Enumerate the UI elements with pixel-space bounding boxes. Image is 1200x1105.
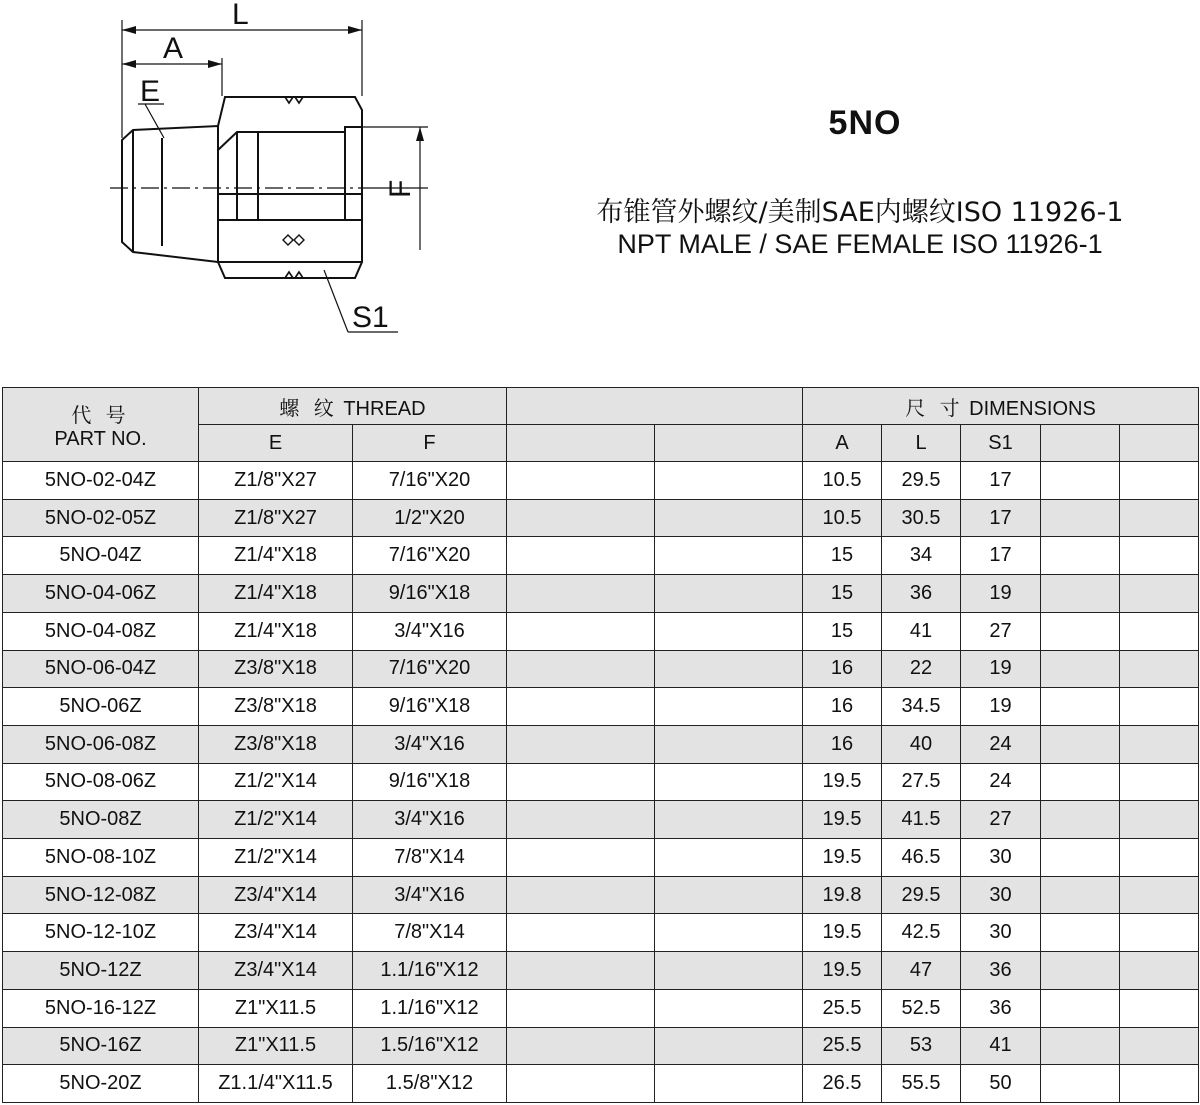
cell-thread-e: Z1.1/4"X11.5 [199,1065,353,1103]
table-row [3,876,1199,914]
cell-blank [655,876,803,914]
header-part-no-cn: 代 号 [71,402,130,427]
cell-blank [1120,876,1199,914]
cell-blank [1041,952,1120,990]
cell-blank [655,688,803,726]
cell-blank [655,650,803,688]
table-row [3,763,1199,801]
table-row [3,952,1199,990]
cell-blank [655,952,803,990]
cell-blank [507,763,655,801]
cell-blank [507,952,655,990]
cell-blank [1120,952,1199,990]
cell-part-no: 5NO-02-05Z [3,499,199,537]
cell-part-no: 5NO-04-06Z [3,575,199,613]
cell-blank [1041,537,1120,575]
cell-thread-f: 3/4"X16 [353,801,507,839]
cell-dim-s1: 27 [961,612,1041,650]
cell-blank [1120,612,1199,650]
cell-dim-a: 26.5 [803,1065,882,1103]
cell-part-no: 5NO-06-04Z [3,650,199,688]
cell-blank [655,537,803,575]
table-row [3,725,1199,763]
cell-dim-a: 15 [803,612,882,650]
cell-blank [655,499,803,537]
cell-dim-a: 16 [803,725,882,763]
fitting-drawing [0,0,440,345]
cell-thread-e: Z3/8"X18 [199,688,353,726]
cell-thread-f: 9/16"X18 [353,575,507,613]
cell-blank [655,839,803,877]
cell-thread-e: Z1/4"X18 [199,537,353,575]
cell-dim-l: 42.5 [882,914,961,952]
cell-dim-s1: 41 [961,1027,1041,1065]
cell-blank [507,1027,655,1065]
cell-blank [655,914,803,952]
cell-blank [507,499,655,537]
cell-blank [1041,876,1120,914]
cell-dim-l: 41 [882,612,961,650]
cell-blank [655,575,803,613]
cell-blank [1041,462,1120,500]
cell-blank [655,1027,803,1065]
cell-dim-l: 41.5 [882,801,961,839]
cell-blank [507,537,655,575]
cell-part-no: 5NO-20Z [3,1065,199,1103]
cell-dim-a: 25.5 [803,1027,882,1065]
cell-dim-s1: 36 [961,952,1041,990]
cell-thread-f: 3/4"X16 [353,725,507,763]
header-col-e: E [199,425,353,462]
cell-blank [1120,763,1199,801]
table-row [3,989,1199,1027]
cell-dim-a: 19.8 [803,876,882,914]
cell-thread-f: 7/16"X20 [353,650,507,688]
cell-dim-l: 55.5 [882,1065,961,1103]
cell-thread-e: Z3/4"X14 [199,876,353,914]
cell-part-no: 5NO-16Z [3,1027,199,1065]
cell-blank [507,650,655,688]
dim-label-f: F [384,179,417,198]
cell-part-no: 5NO-04Z [3,537,199,575]
cell-blank [1041,612,1120,650]
cell-thread-e: Z1/8"X27 [199,462,353,500]
dim-label-a: A [163,32,184,65]
cell-dim-a: 19.5 [803,763,882,801]
cell-thread-f: 3/4"X16 [353,876,507,914]
dim-label-l: L [232,0,249,31]
cell-blank [507,688,655,726]
cell-blank [1120,1027,1199,1065]
cell-blank [1120,462,1199,500]
cell-dim-a: 10.5 [803,499,882,537]
table-row [3,688,1199,726]
cell-blank [1041,688,1120,726]
cell-dim-a: 19.5 [803,914,882,952]
cell-blank [507,801,655,839]
cell-dim-a: 19.5 [803,801,882,839]
cell-thread-f: 1/2"X20 [353,499,507,537]
cell-blank [1120,839,1199,877]
header-col-blank-4 [1120,425,1199,462]
cell-part-no: 5NO-08-06Z [3,763,199,801]
cell-blank [1041,839,1120,877]
cell-blank [1041,650,1120,688]
cell-dim-a: 19.5 [803,839,882,877]
cell-thread-e: Z3/4"X14 [199,952,353,990]
cell-part-no: 5NO-12-10Z [3,914,199,952]
cell-blank [1120,499,1199,537]
cell-part-no: 5NO-16-12Z [3,989,199,1027]
cell-blank [655,801,803,839]
cell-dim-s1: 30 [961,876,1041,914]
cell-dim-s1: 36 [961,989,1041,1027]
table-row [3,1065,1199,1103]
cell-blank [1120,575,1199,613]
cell-dim-a: 19.5 [803,952,882,990]
header-col-f: F [353,425,507,462]
cell-dim-l: 29.5 [882,462,961,500]
cell-thread-f: 7/16"X20 [353,462,507,500]
header-blank [507,388,803,425]
cell-dim-a: 15 [803,575,882,613]
table-row [3,537,1199,575]
table-row [3,1027,1199,1065]
cell-part-no: 5NO-06Z [3,688,199,726]
cell-thread-e: Z1"X11.5 [199,989,353,1027]
cell-blank [1120,989,1199,1027]
cell-blank [1120,688,1199,726]
cell-dim-a: 16 [803,688,882,726]
cell-dim-l: 53 [882,1027,961,1065]
cell-thread-e: Z1/2"X14 [199,763,353,801]
header-part-no [3,388,199,462]
cell-blank [507,612,655,650]
cell-blank [1120,650,1199,688]
header-col-a: A [803,425,882,462]
cell-blank [1041,914,1120,952]
cell-thread-f: 1.5/8"X12 [353,1065,507,1103]
cell-dim-s1: 24 [961,763,1041,801]
cell-thread-f: 1.1/16"X12 [353,989,507,1027]
cell-dim-l: 52.5 [882,989,961,1027]
header-part-no-en: PART NO. [54,427,147,450]
cell-thread-e: Z1"X11.5 [199,1027,353,1065]
header-col-blank-2 [655,425,803,462]
cell-blank [1120,1065,1199,1103]
cell-blank [1120,537,1199,575]
cell-dim-s1: 24 [961,725,1041,763]
header-thread-cn: 螺 纹 [279,395,338,420]
table-row [3,612,1199,650]
cell-dim-a: 15 [803,537,882,575]
cell-dim-l: 34 [882,537,961,575]
cell-dim-s1: 17 [961,537,1041,575]
header-thread [199,388,507,425]
cell-dim-l: 27.5 [882,763,961,801]
cell-blank [1041,1027,1120,1065]
cell-blank [507,462,655,500]
cell-part-no: 5NO-08Z [3,801,199,839]
cell-thread-f: 1.5/16"X12 [353,1027,507,1065]
cell-blank [1120,725,1199,763]
cell-blank [1041,989,1120,1027]
cell-blank [1120,914,1199,952]
cell-blank [655,612,803,650]
header-col-blank-1 [507,425,655,462]
cell-thread-f: 7/8"X14 [353,914,507,952]
dim-label-e: E [140,75,161,108]
cell-thread-e: Z1/4"X18 [199,612,353,650]
cell-dim-s1: 17 [961,462,1041,500]
cell-dim-s1: 50 [961,1065,1041,1103]
cell-dim-l: 30.5 [882,499,961,537]
cell-thread-f: 3/4"X16 [353,612,507,650]
cell-blank [507,575,655,613]
cell-blank [655,989,803,1027]
cell-thread-f: 7/8"X14 [353,839,507,877]
cell-dim-l: 34.5 [882,688,961,726]
cell-part-no: 5NO-02-04Z [3,462,199,500]
cell-thread-f: 1.1/16"X12 [353,952,507,990]
cell-blank [655,725,803,763]
cell-blank [507,1065,655,1103]
cell-dim-l: 29.5 [882,876,961,914]
table-row [3,499,1199,537]
header-col-l: L [882,425,961,462]
cell-blank [507,989,655,1027]
cell-blank [507,876,655,914]
cell-blank [1041,801,1120,839]
table-row [3,914,1199,952]
male-thread-outline [122,126,218,262]
cell-dim-l: 47 [882,952,961,990]
cell-thread-e: Z3/4"X14 [199,914,353,952]
header-dimensions-en: DIMENSIONS [969,397,1096,420]
cell-dim-s1: 30 [961,914,1041,952]
cell-dim-l: 46.5 [882,839,961,877]
cell-dim-a: 25.5 [803,989,882,1027]
cell-dim-a: 16 [803,650,882,688]
cell-blank [655,1065,803,1103]
cell-dim-s1: 19 [961,688,1041,726]
header-dimensions-cn: 尺 寸 [905,395,964,420]
cell-thread-e: Z1/2"X14 [199,839,353,877]
title-chinese: 布锥管外螺纹/美制SAE内螺纹ISO 11926-1 [596,197,1124,228]
table-row [3,575,1199,613]
title-english: NPT MALE / SAE FEMALE ISO 11926-1 [617,229,1103,259]
cell-dim-s1: 17 [961,499,1041,537]
cell-dim-l: 22 [882,650,961,688]
cell-blank [1041,725,1120,763]
cell-part-no: 5NO-08-10Z [3,839,199,877]
cell-blank [655,462,803,500]
cell-blank [1120,801,1199,839]
cell-part-no: 5NO-12Z [3,952,199,990]
cell-part-no: 5NO-04-08Z [3,612,199,650]
cell-blank [507,839,655,877]
header-col-s1: S1 [961,425,1041,462]
cell-blank [1041,575,1120,613]
product-code: 5NO [828,104,902,142]
cell-blank [1041,763,1120,801]
cell-blank [1041,1065,1120,1103]
cell-dim-l: 40 [882,725,961,763]
cell-thread-f: 7/16"X20 [353,537,507,575]
cell-thread-e: Z3/8"X18 [199,650,353,688]
cell-thread-e: Z1/4"X18 [199,575,353,613]
cell-thread-f: 9/16"X18 [353,688,507,726]
spec-table [2,387,1199,1103]
cell-thread-e: Z1/2"X14 [199,801,353,839]
cell-dim-s1: 19 [961,575,1041,613]
table-row [3,650,1199,688]
cell-dim-s1: 27 [961,801,1041,839]
cell-blank [507,725,655,763]
header-col-blank-3 [1041,425,1120,462]
cell-thread-e: Z3/8"X18 [199,725,353,763]
cell-thread-e: Z1/8"X27 [199,499,353,537]
cell-part-no: 5NO-12-08Z [3,876,199,914]
cell-dim-s1: 19 [961,650,1041,688]
cell-blank [507,914,655,952]
dim-label-s1: S1 [352,301,389,334]
header-thread-en: THREAD [343,397,426,420]
cell-dim-a: 10.5 [803,462,882,500]
cell-dim-l: 36 [882,575,961,613]
table-row [3,462,1199,500]
cell-blank [1041,499,1120,537]
table-row [3,839,1199,877]
cell-dim-s1: 30 [961,839,1041,877]
cell-blank [655,763,803,801]
header-dimensions [803,388,1199,425]
table-row [3,801,1199,839]
cell-part-no: 5NO-06-08Z [3,725,199,763]
cell-thread-f: 9/16"X18 [353,763,507,801]
